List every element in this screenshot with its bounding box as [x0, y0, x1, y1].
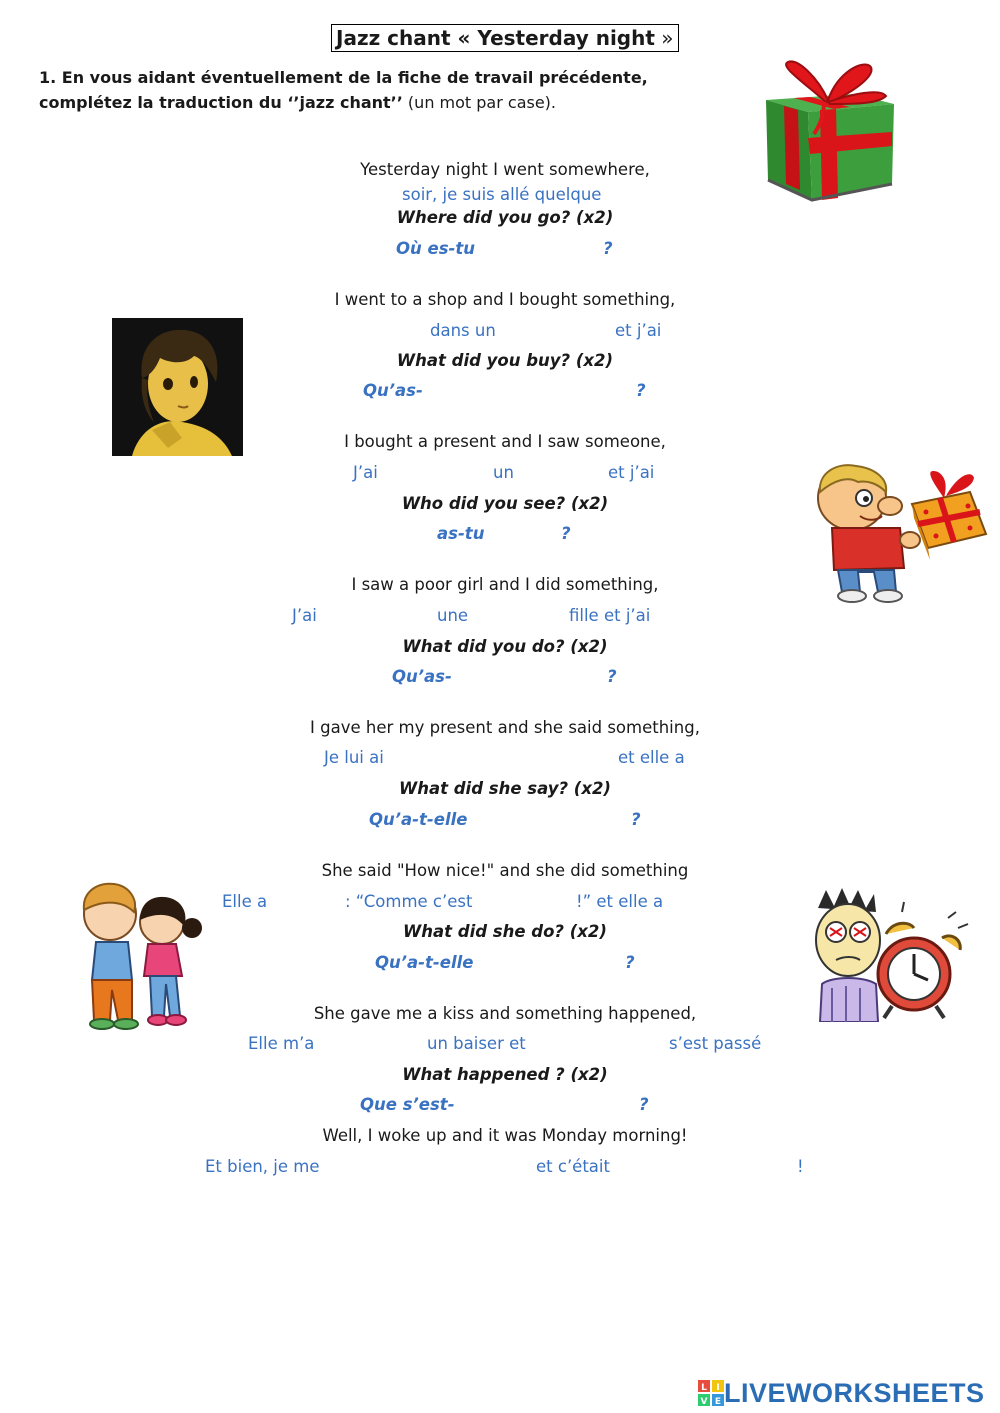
- verse-3-question-fr-1: as-tu: [437, 524, 485, 543]
- verse-2-french-2: et j’ai: [615, 321, 662, 340]
- verse-2-english: I went to a shop and I bought something,: [334, 290, 676, 309]
- verse-5-question-fr-1: Qu’a-t-elle: [369, 810, 468, 829]
- blank-v6-a[interactable]: [272, 891, 346, 915]
- verse-1-question-fr-2: ?: [603, 239, 613, 258]
- verse-8-french-2: et c’était: [536, 1157, 610, 1176]
- blank-v1-q[interactable]: [482, 238, 604, 262]
- svg-text:E: E: [714, 1397, 722, 1406]
- verse-4-french-2: une: [437, 606, 469, 625]
- blank-v3-q-b[interactable]: [490, 523, 562, 547]
- verse-8-english: Well, I woke up and it was Monday morning!: [322, 1126, 688, 1145]
- verse-1-question-fr-1: Où es-tu: [396, 239, 476, 258]
- verse-1-french-1: soir, je suis allé quelque: [402, 185, 602, 204]
- verse-1-english: Yesterday night I went somewhere,: [360, 160, 650, 179]
- verse-2-question: What did you buy? (x2): [396, 351, 614, 370]
- svg-text:L: L: [701, 1383, 707, 1393]
- boy-holding-gift-icon: [808, 462, 992, 604]
- blank-v6-b[interactable]: [482, 891, 576, 915]
- verse-5-english: I gave her my present and she said something,: [310, 718, 700, 737]
- verse-4-question-fr-1: Qu’as-: [392, 667, 452, 686]
- blank-v4-c[interactable]: [658, 605, 757, 629]
- verse-6-french-1: Elle a: [222, 892, 268, 911]
- blank-v6-q[interactable]: [482, 952, 626, 976]
- verse-6-question-fr-1: Qu’a-t-elle: [375, 953, 474, 972]
- verse-2-question-fr-1: Qu’as-: [363, 381, 423, 400]
- verse-4-question: What did you do? (x2): [402, 637, 608, 656]
- blank-v2-c[interactable]: [668, 320, 762, 344]
- blank-v7-q[interactable]: [462, 1094, 638, 1118]
- verse-4-french-3: fille et j’ai: [569, 606, 651, 625]
- blank-v3-a[interactable]: [386, 462, 490, 486]
- verse-5-french-1: Je lui ai: [324, 748, 384, 767]
- verse-1-question: Where did you go? (x2): [396, 208, 614, 227]
- verse-7-english: She gave me a kiss and something happened,: [313, 1004, 697, 1023]
- verse-4-french-1: J’ai: [292, 606, 317, 625]
- svg-text:I: I: [716, 1383, 720, 1393]
- liveworksheets-tiles-icon: [698, 1380, 724, 1406]
- blank-v2-b[interactable]: [502, 320, 614, 344]
- verse-6-question-fr-2: ?: [625, 953, 635, 972]
- blank-v8-a[interactable]: [332, 1156, 532, 1180]
- exercise-instruction: 1. En vous aidant éventuellement de la fiche de travail précédente, complétez la traduction du ‘’jazz chant’’ (un mot par case).: [39, 68, 648, 112]
- blank-v6-c[interactable]: [668, 891, 782, 915]
- blank-v4-a[interactable]: [326, 605, 434, 629]
- blank-v2-a[interactable]: [330, 320, 426, 344]
- verse-6-question: What did she do? (x2): [403, 922, 607, 941]
- worksheet-title: Jazz chant « Yesterday night »: [331, 24, 679, 52]
- liveworksheets-logo: [698, 1378, 985, 1408]
- blank-v7-b[interactable]: [534, 1033, 668, 1057]
- blank-v5-b[interactable]: [692, 747, 792, 771]
- kissing-kids-icon: [66, 880, 206, 1030]
- blank-v1-a[interactable]: [330, 184, 402, 208]
- verse-7-question-fr-2: ?: [639, 1095, 649, 1114]
- blank-v3-c[interactable]: [660, 462, 754, 486]
- verse-4-english: I saw a poor girl and I did something,: [351, 575, 659, 594]
- verse-3-question: Who did you see? (x2): [401, 494, 609, 513]
- verse-3-english: I bought a present and I saw someone,: [344, 432, 666, 451]
- blank-v3-q-a[interactable]: [340, 523, 434, 547]
- verse-8-french-1: Et bien, je me: [205, 1157, 320, 1176]
- verse-7-french-1: Elle m’a: [248, 1034, 315, 1053]
- verse-6-french-3: !” et elle a: [576, 892, 664, 911]
- gift-box-icon: [758, 58, 900, 206]
- verse-7-french-2: un baiser et: [427, 1034, 526, 1053]
- verse-5-question-fr-2: ?: [631, 810, 641, 829]
- blank-v3-b[interactable]: [520, 462, 606, 486]
- blank-v4-q[interactable]: [458, 666, 606, 690]
- verse-8-french-3: !: [797, 1157, 804, 1176]
- verse-3-question-fr-2: ?: [561, 524, 571, 543]
- blank-v7-a[interactable]: [320, 1033, 424, 1057]
- verse-5-question: What did she say? (x2): [399, 779, 611, 798]
- verse-2-french-1: dans un: [430, 321, 496, 340]
- verse-2-question-fr-2: ?: [636, 381, 646, 400]
- blank-v4-b[interactable]: [476, 605, 568, 629]
- tired-man-alarm-clock-icon: [812, 888, 970, 1022]
- verse-3-french-2: un: [493, 463, 514, 482]
- verse-3-french-3: et j’ai: [608, 463, 655, 482]
- verse-7-question-fr-1: Que s’est-: [360, 1095, 455, 1114]
- verse-7-french-3: s’est passé: [669, 1034, 762, 1053]
- svg-text:V: V: [700, 1397, 708, 1406]
- blank-v8-b[interactable]: [616, 1156, 798, 1180]
- blank-v5-q[interactable]: [476, 809, 630, 833]
- blank-v5-a[interactable]: [394, 747, 614, 771]
- verse-7-question: What happened ? (x2): [402, 1065, 608, 1084]
- verse-4-question-fr-2: ?: [607, 667, 617, 686]
- verse-3-french-1: J’ai: [353, 463, 378, 482]
- blank-v1-b[interactable]: [612, 184, 706, 208]
- brand-name: LIVEWORKSHEETS: [724, 1377, 985, 1408]
- blank-v2-q[interactable]: [430, 380, 634, 404]
- verse-5-french-2: et elle a: [618, 748, 685, 767]
- anime-boy-portrait: [112, 318, 243, 456]
- verse-6-english: She said "How nice!" and she did something: [321, 861, 689, 880]
- verse-6-french-2: : “Comme c’est: [345, 892, 473, 911]
